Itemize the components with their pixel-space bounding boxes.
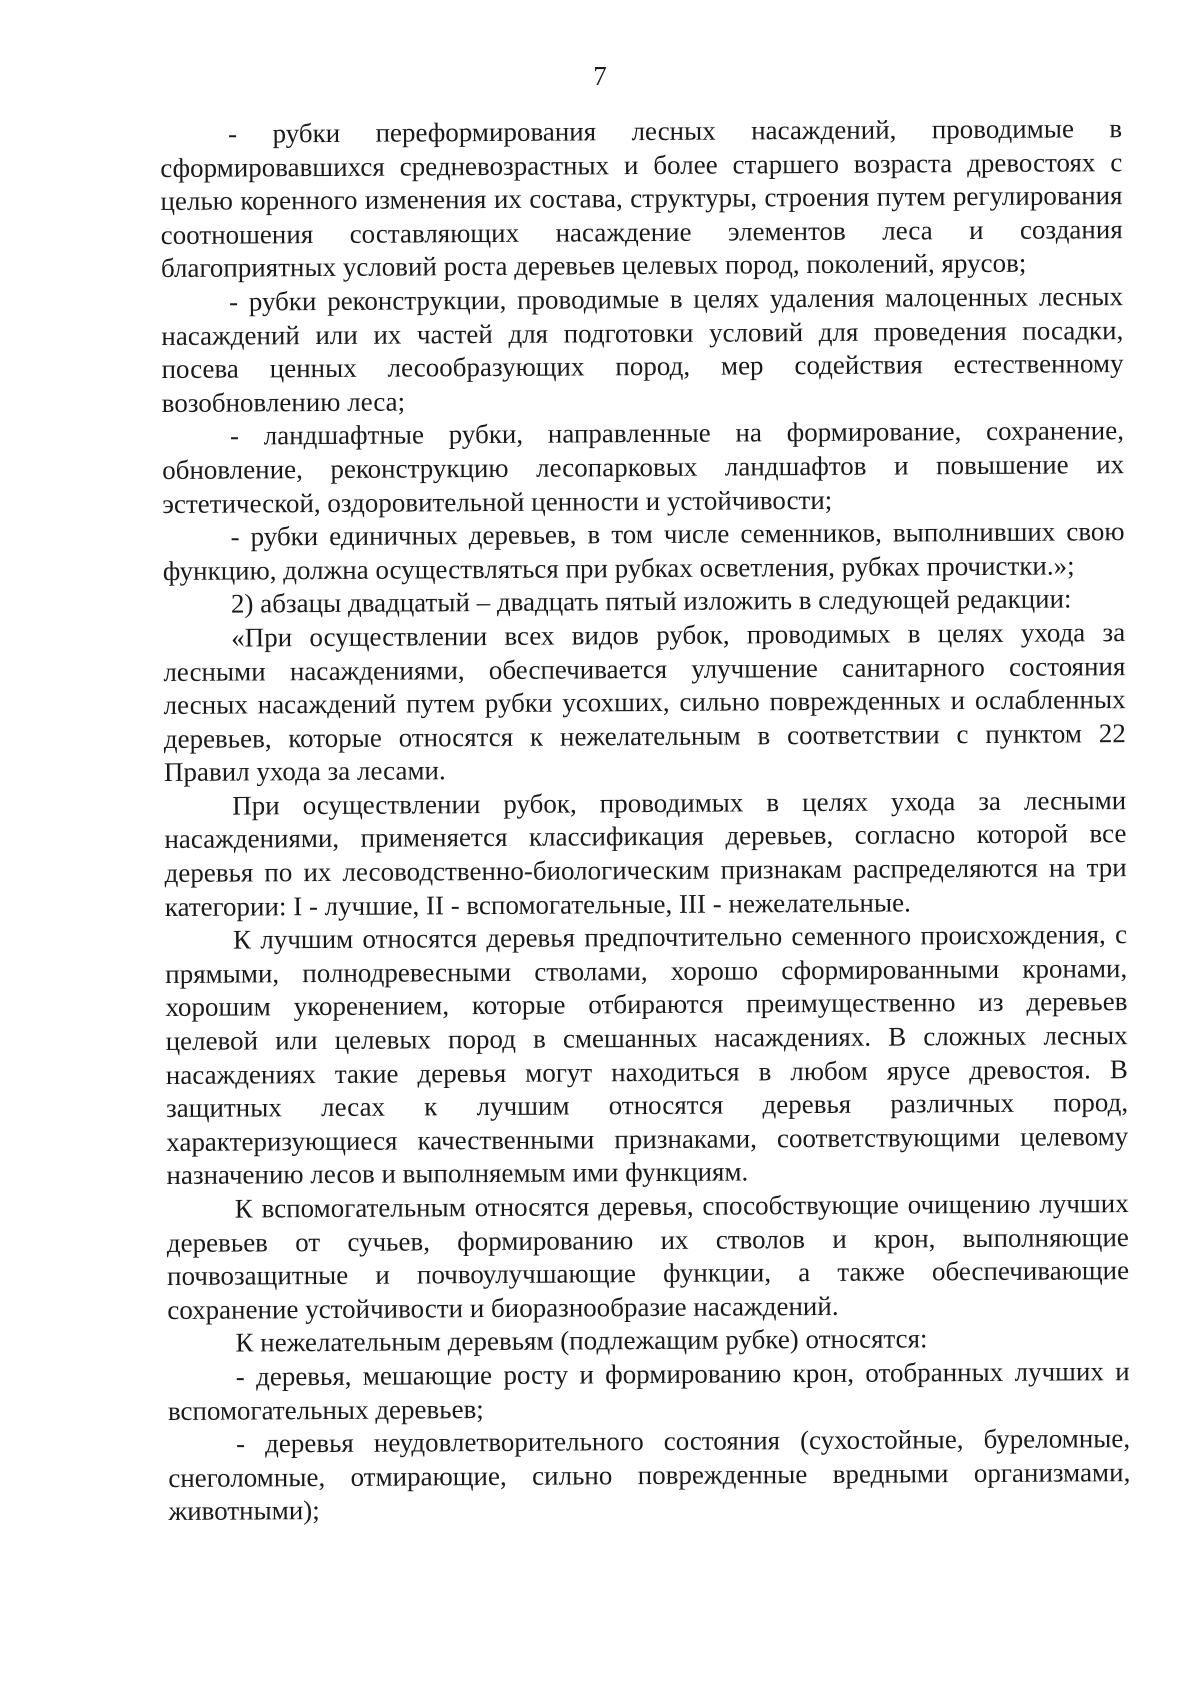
paragraph-landscape-cutting: - ландшафтные рубки, направленные на формирование, сохранение, обновление, реконструкцию лесопарковых ландшафтов и повышение их эстетической, оздоровительной ценности и устойчивости; — [162, 415, 1125, 519]
paragraph-interfering-trees: - деревья, мешающие росту и формированию крон, отобранных лучших и вспомогательных деревьев; — [167, 1356, 1130, 1426]
paragraph-tree-classification: При осуществлении рубок, проводимых в целях ухода за лесными насаждениями, применяется классификация деревьев, согласно которой все деревья по их лесоводственно-биологическим признакам распределяются на три категории: I - лучшие, II - вспомогательные, III - нежелательные. — [164, 784, 1127, 922]
document-body — [160, 112, 1131, 1529]
paragraph-best-trees: К лучшим относятся деревья предпочтительно семенного происхождения, с прямыми, полнодревесными стволами, хорошо сформированными кронами, хорошим укоренением, которые отбираются преимущественно из деревьев целевой или целевых пород в смешанных насаждениях. В сложных лесных насаждениях такие деревья могут находиться в любом ярусе древостоя. В защитных лесах к лучшим относятся деревья различных пород, характеризующиеся качественными признаками, соответствующими целевому назначению лесов и выполняемым ими функциям. — [165, 919, 1129, 1191]
paragraph-single-tree-cutting: - рубки единичных деревьев, в том числе семенников, выполнивших свою функцию, должна осуществляться при рубках осветления, рубках прочистки.»; — [162, 516, 1125, 586]
page-number: 7 — [593, 61, 607, 91]
paragraph-undesirable-trees: К нежелательным деревьям (подлежащим рубке) относятся: — [235, 1323, 928, 1358]
paragraph-sanitary-improvement: «При осуществлении всех видов рубок, проводимых в целях ухода за лесными насаждениями, обеспечивается улучшение санитарного состояния лесных насаждений путем рубки усохших, сильно поврежденных и ослабленных деревьев, которые относятся к нежелательным в соответствии с пунктом 22 Правил ухода за лесами. — [163, 617, 1126, 788]
paragraph-poor-condition-trees: - деревья неудовлетворительного состояния (сухостойные, буреломные, снеголомные, отмирающие, сильно поврежденные вредными организмами, животными); — [168, 1423, 1131, 1527]
paragraph-amendment-clause: 2) абзацы двадцатый – двадцать пятый изложить в следующей редакции: — [230, 583, 1072, 619]
paragraph-auxiliary-trees: К вспомогательным относятся деревья, способствующие очищению лучших деревьев от сучьев, формированию их стволов и крон, выполняющие почвозащитные и почвоулучшающие функции, а также обеспечивающие сохранение устойчивости и биоразнообразие насаждений. — [166, 1188, 1130, 1325]
paragraph-reformation-cutting: - рубки переформирования лесных насаждений, проводимые в сформировавшихся средневозрастных и более старшего возраста древостоях с целью коренного изменения их состава, структуры, строения путем регулирования соотношения составляющих насаждение элементов леса и создания благоприятных условий роста деревьев целевых пород, поколений, ярусов; — [160, 113, 1123, 284]
paragraph-reconstruction-cutting: - рубки реконструкции, проводимые в целях удаления малоценных лесных насаждений или их частей для подготовки условий для проведения посадки, посева ценных лесообразующих пород, мер содействия естественному возобновлению леса; — [161, 281, 1124, 418]
